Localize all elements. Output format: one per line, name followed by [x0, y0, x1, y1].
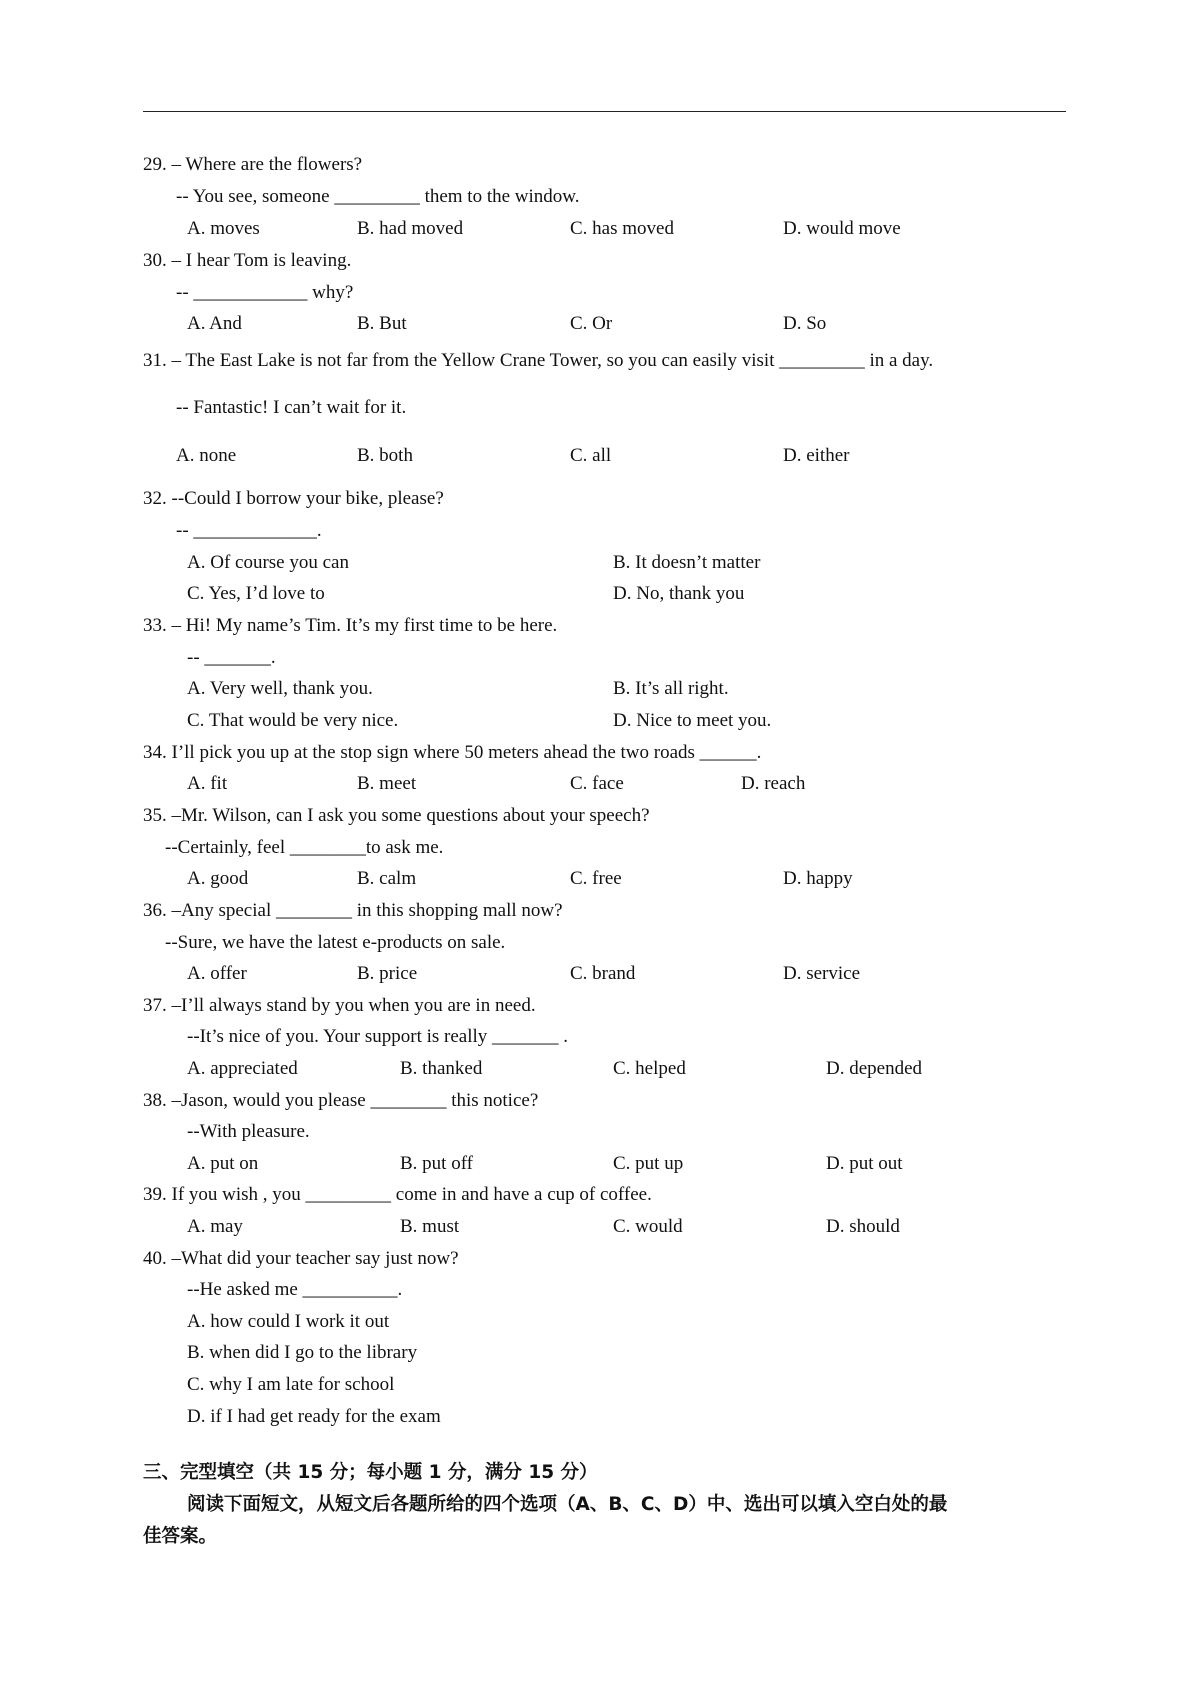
question-35-option-c: C. free: [570, 868, 622, 889]
question-40-option-c: C. why I am late for school: [187, 1374, 395, 1395]
question-34-option-b: B. meet: [357, 773, 417, 794]
question-36-option-b: B. price: [357, 963, 418, 984]
question-38-option-d: D. put out: [826, 1153, 903, 1174]
question-39-option-c: C. would: [613, 1216, 683, 1237]
question-30-reply: -- ____________ why?: [176, 282, 354, 303]
question-34-option-c: C. face: [570, 773, 624, 794]
section-instruction-line1: 阅读下面短文，从短文后各题所给的四个选项（A、B、C、D）中、选出可以填入空白处的最: [187, 1494, 948, 1515]
question-30-option-b: B. But: [357, 313, 407, 334]
question-40-option-b: B. when did I go to the library: [187, 1342, 418, 1363]
question-37-option-c: C. helped: [613, 1058, 686, 1079]
question-35-reply: --Certainly, feel ________to ask me.: [165, 837, 444, 858]
question-30-option-a: A. And: [187, 313, 242, 334]
question-31-reply: -- Fantastic! I can’t wait for it.: [176, 397, 407, 418]
question-32-option-a: A. Of course you can: [187, 552, 349, 573]
question-29-stem: 29. – Where are the flowers?: [143, 154, 363, 175]
question-32-reply: -- _____________.: [176, 520, 322, 541]
question-30-stem: 30. – I hear Tom is leaving.: [143, 250, 352, 271]
question-36-stem: 36. –Any special ________ in this shopping mall now?: [143, 900, 563, 921]
question-36-option-c: C. brand: [570, 963, 636, 984]
question-38-option-b: B. put off: [400, 1153, 474, 1174]
question-37-option-a: A. appreciated: [187, 1058, 298, 1079]
question-39-option-d: D. should: [826, 1216, 900, 1237]
question-35-option-a: A. good: [187, 868, 249, 889]
question-30-option-c: C. Or: [570, 313, 613, 334]
section-heading: 三、完型填空（共 15 分；每小题 1 分，满分 15 分）: [143, 1462, 598, 1483]
header-rule: [143, 111, 1066, 112]
question-31-option-d: D. either: [783, 445, 850, 466]
question-35-stem: 35. –Mr. Wilson, can I ask you some questions about your speech?: [143, 805, 650, 826]
question-38-reply: --With pleasure.: [187, 1121, 310, 1142]
question-36-reply: --Sure, we have the latest e-products on sale.: [165, 932, 506, 953]
question-39-stem: 39. If you wish , you _________ come in and have a cup of coffee.: [143, 1184, 652, 1205]
question-37-stem: 37. –I’ll always stand by you when you are in need.: [143, 995, 536, 1016]
question-36-option-d: D. service: [783, 963, 861, 984]
question-32-stem: 32. --Could I borrow your bike, please?: [143, 488, 444, 509]
question-33-reply: -- _______.: [187, 647, 276, 668]
question-33-option-d: D. Nice to meet you.: [613, 710, 772, 731]
question-40-option-a: A. how could I work it out: [187, 1311, 390, 1332]
question-30-option-d: D. So: [783, 313, 827, 334]
question-29-option-b: B. had moved: [357, 218, 464, 239]
question-33-option-c: C. That would be very nice.: [187, 710, 399, 731]
question-29-option-c: C. has moved: [570, 218, 674, 239]
question-38-option-a: A. put on: [187, 1153, 259, 1174]
question-32-option-d: D. No, thank you: [613, 583, 745, 604]
question-40-reply: --He asked me __________.: [187, 1279, 403, 1300]
question-38-option-c: C. put up: [613, 1153, 684, 1174]
question-29-reply: -- You see, someone _________ them to the window.: [176, 186, 580, 207]
question-33-stem: 33. – Hi! My name’s Tim. It’s my first time to be here.: [143, 615, 558, 636]
section-instruction-line2: 佳答案。: [143, 1526, 218, 1547]
question-29-option-d: D. would move: [783, 218, 901, 239]
question-37-option-b: B. thanked: [400, 1058, 483, 1079]
question-40-stem: 40. –What did your teacher say just now?: [143, 1248, 459, 1269]
question-34-option-d: D. reach: [741, 773, 806, 794]
question-35-option-b: B. calm: [357, 868, 417, 889]
question-35-option-d: D. happy: [783, 868, 853, 889]
question-34-option-a: A. fit: [187, 773, 228, 794]
question-31-option-b: B. both: [357, 445, 413, 466]
question-36-option-a: A. offer: [187, 963, 247, 984]
question-32-option-c: C. Yes, I’d love to: [187, 583, 325, 604]
question-37-reply: --It’s nice of you. Your support is really _______ .: [187, 1026, 569, 1047]
question-34-stem: 34. I’ll pick you up at the stop sign where 50 meters ahead the two roads ______.: [143, 742, 762, 763]
question-31-stem: 31. – The East Lake is not far from the Yellow Crane Tower, so you can easily visit _________ in a day.: [143, 350, 934, 371]
question-37-option-d: D. depended: [826, 1058, 923, 1079]
question-39-option-a: A. may: [187, 1216, 243, 1237]
question-29-option-a: A. moves: [187, 218, 260, 239]
question-33-option-b: B. It’s all right.: [613, 678, 729, 699]
question-33-option-a: A. Very well, thank you.: [187, 678, 373, 699]
question-31-option-a: A. none: [176, 445, 237, 466]
question-31-option-c: C. all: [570, 445, 612, 466]
question-32-option-b: B. It doesn’t matter: [613, 552, 761, 573]
question-39-option-b: B. must: [400, 1216, 460, 1237]
question-40-option-d: D. if I had get ready for the exam: [187, 1406, 441, 1427]
question-38-stem: 38. –Jason, would you please ________ this notice?: [143, 1090, 539, 1111]
